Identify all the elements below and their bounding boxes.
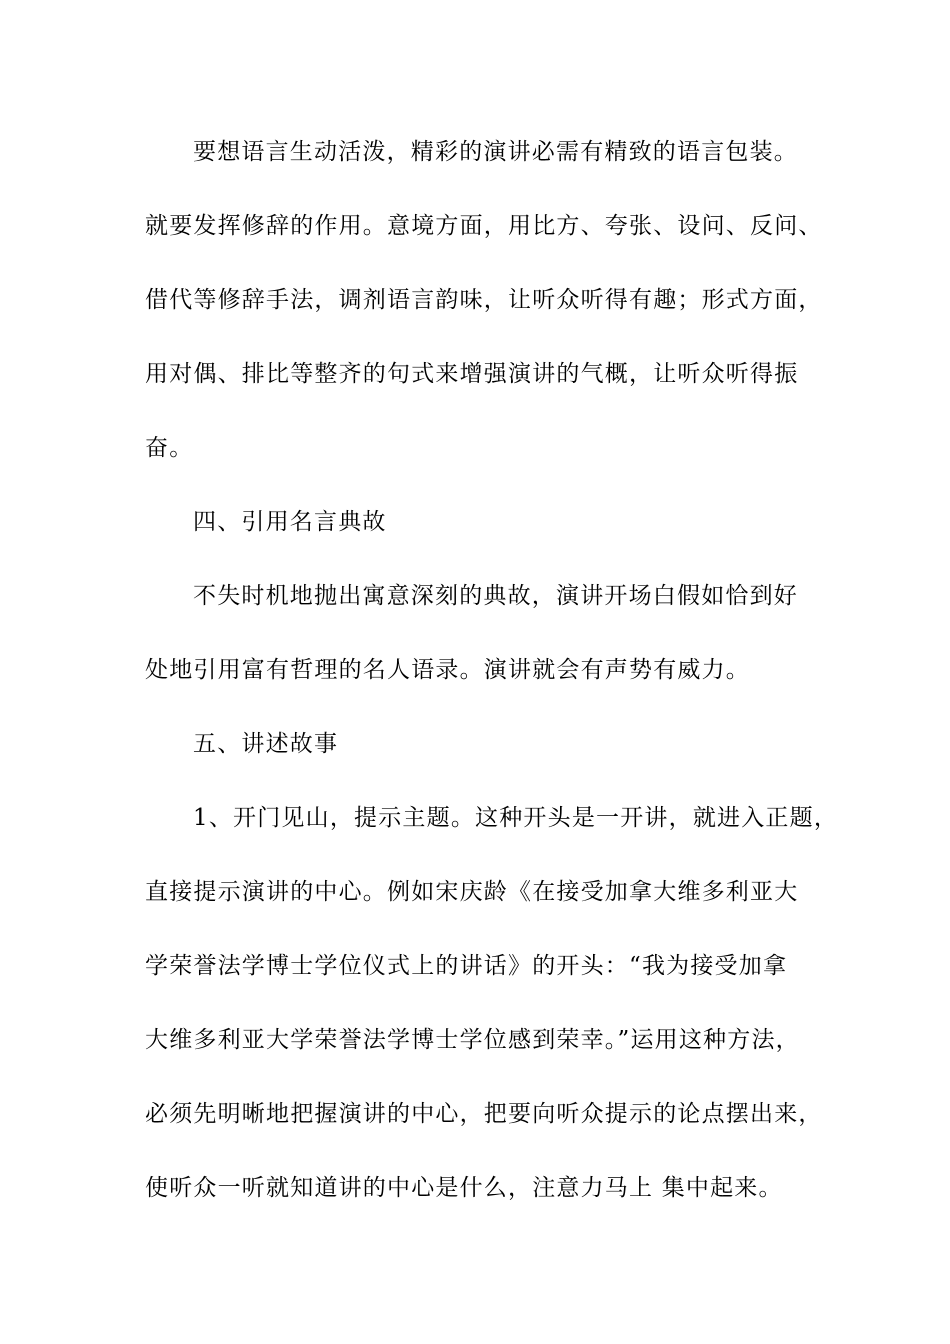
paragraph-line: 必须先明晰地把握演讲的中心，把要向听众提示的论点摆出来， [145,1101,823,1127]
paragraph-line: 使听众一听就知道讲的中心是什么，注意力马上 集中起来。 [145,1175,783,1201]
paragraph-line: 就要发挥修辞的作用。意境方面，用比方、夸张、设问、反问、 [145,213,823,239]
section-heading: 五、讲述故事 [193,731,339,757]
paragraph-line: 大维多利亚大学荣誉法学博士学位感到荣幸。”运用这种方法， [145,1027,800,1053]
paragraph-line: 学荣誉法学博士学位仪式上的讲话》的开头：“我为接受加拿 [145,953,788,979]
paragraph-line: 借代等修辞手法，调剂语言韵味，让听众听得有趣；形式方面， [145,287,823,313]
paragraph-line: 用对偶、排比等整齐的句式来增强演讲的气概，让听众听得振 [145,361,799,387]
section-heading: 四、引用名言典故 [193,509,387,535]
paragraph-line: 要想语言生动活泼，精彩的演讲必需有精致的语言包装。 [193,139,798,165]
paragraph-line: 处地引用富有哲理的名人语录。演讲就会有声势有威力。 [145,657,750,683]
paragraph-line: 不失时机地抛出寓意深刻的典故，演讲开场白假如恰到好 [193,583,798,609]
paragraph-line: 1、开门见山，提示主题。这种开头是一开讲，就进入正题， [193,805,839,831]
paragraph-line: 奋。 [145,435,194,461]
paragraph-line: 直接提示演讲的中心。例如宋庆龄《在接受加拿大维多利亚大 [145,879,799,905]
